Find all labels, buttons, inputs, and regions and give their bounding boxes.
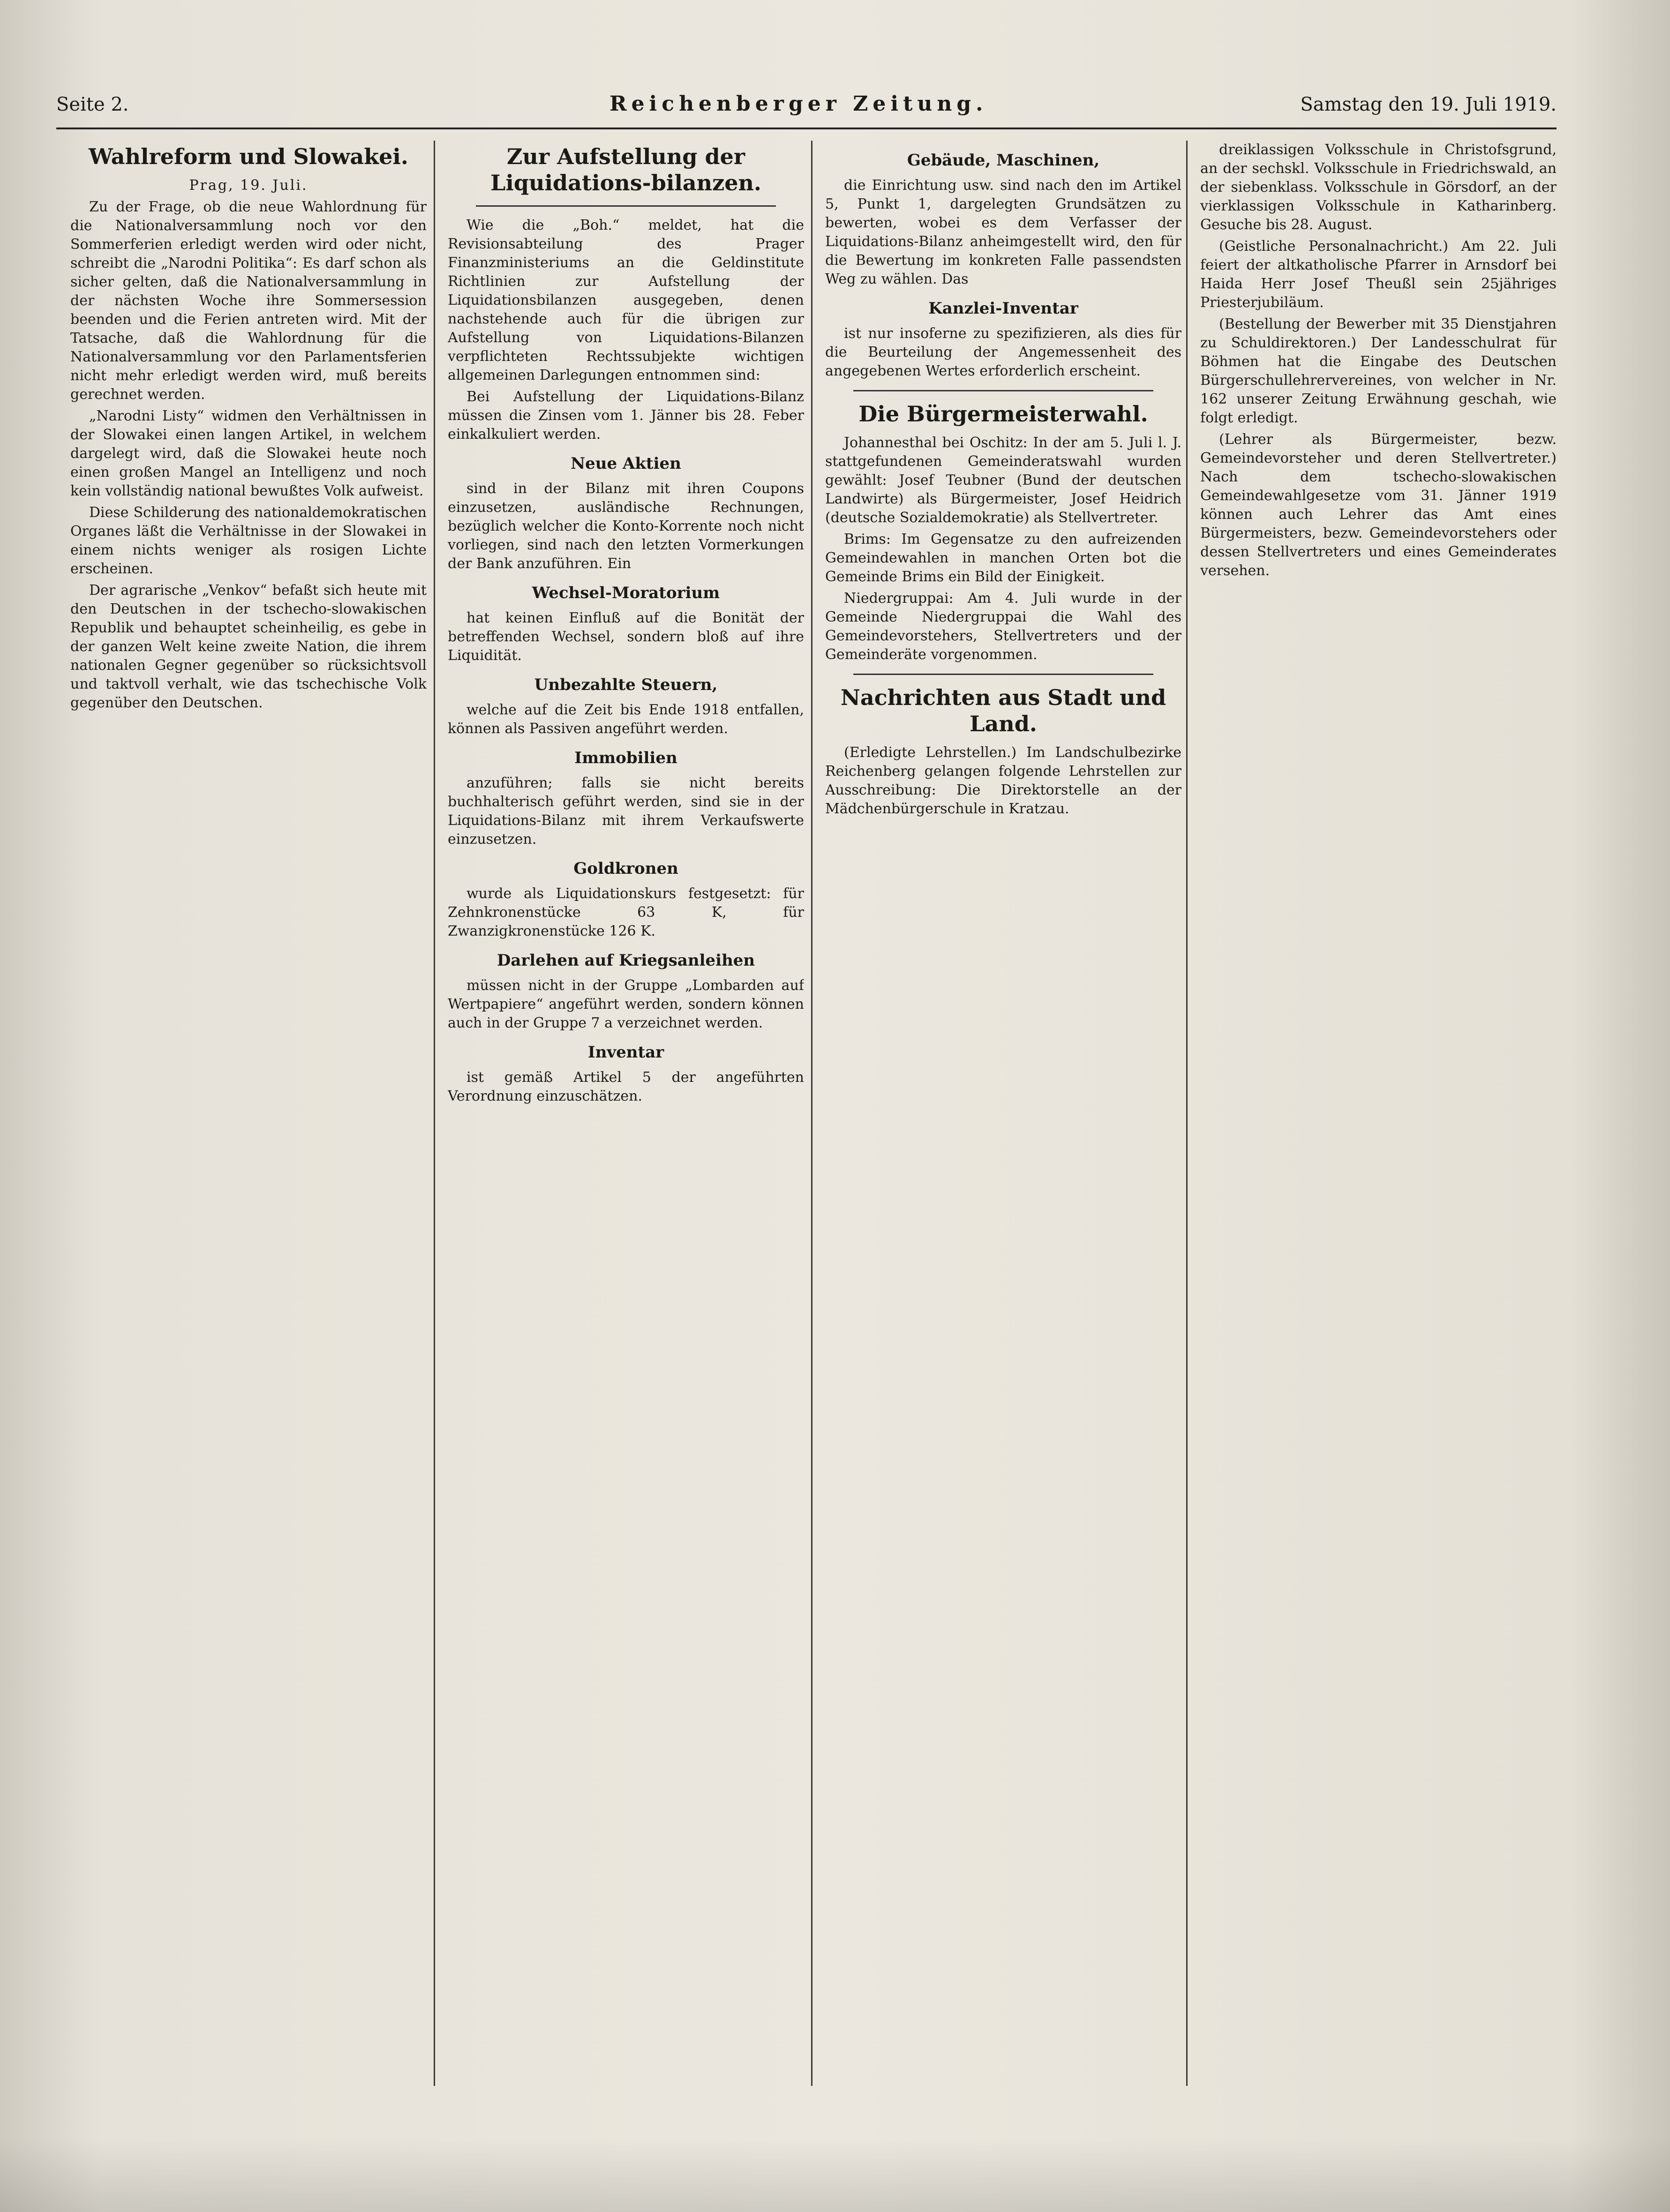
divider [853,390,1153,391]
divider [476,205,776,207]
header-rule [56,127,1557,129]
article-paragraph: (Erledigte Lehrstellen.) Im Landschulbezirke Reichenberg gelangen folgende Lehrstellen zur Ausschreibung: Die Direktorstelle an der Mädchenbürgerschule in Kratzau. [825,744,1181,817]
subheading: Neue Aktien [571,454,681,473]
article-paragraph: hat keinen Einfluß auf die Bonität der betreffenden Wechsel, sondern bloß auf ihre Liquidität. [448,610,804,664]
subheading: Wechsel-Moratorium [532,584,720,602]
article-paragraph: Johannesthal bei Oschitz: In der am 5. Juli l. J. stattgefundenen Gemeinderatswahl wurden gewählt: Josef Teubner (Bund der deutschen Landwirte) als Bürgermeister, Josef Heidrich (deutsche Sozialdemokratie) als Stellvertreter. [825,435,1181,526]
article-paragraph: ist nur insoferne zu spezifizieren, als dies für die Beurteilung der Angemessenheit des angegebenen Wertes erforderlich erscheint. [825,325,1181,379]
article-paragraph: Wie die „Boh.“ meldet, hat die Revisionsabteilung des Prager Finanzministeriums an die Geldinstitute Richtlinien zur Aufstellung der Liquidationsbilanzen ausgegeben, denen nachstehende auch für die übrigen zur Aufstellung von Liquidations-Bilanzen verpflichteten Rechtssubjekte wichtigen allgemeinen Darlegungen entnommen sind: [448,217,804,383]
article-paragraph: müssen nicht in der Gruppe „Lombarden auf Wertpapiere“ angeführt werden, sondern können auch in der Gruppe 7 a verzeichnet werden. [448,977,804,1031]
masthead [56,89,1557,127]
article-headline: Wahlreform und Slowakei. [89,144,408,169]
column-3 [825,141,1181,2062]
subheading: Darlehen auf Kriegsanleihen [496,951,755,970]
article-paragraph: (Lehrer als Bürgermeister, bezw. Gemeindevorsteher und deren Stellvertreter.) Nach dem tschecho-slowakischen Gemeindewahlgesetze vom 31. Jänner 1919 können auch Lehrer das Amt eines Bürgermeisters, bezw. Gemeindevorstehers oder dessen Stellvertreters und eines Gemeinderates versehen. [1200,431,1557,579]
article-paragraph: Brims: Im Gegensatze zu den aufreizenden Gemeindewahlen in manchen Orten bot die Gemeinde Brims ein Bild der Einigkeit. [825,531,1181,585]
subheading: Immobilien [574,749,677,767]
subheading: Gebäude, Maschinen, [907,151,1100,170]
article-paragraph: welche auf die Zeit bis Ende 1918 entfallen, können als Passiven angeführt werden. [448,702,804,737]
column-2 [448,141,804,2062]
article-headline: Nachrichten aus Stadt und Land. [840,685,1166,736]
subheading: Inventar [587,1043,664,1062]
column-4 [1200,141,1557,2062]
article-paragraph: Niedergruppai: Am 4. Juli wurde in der Gemeinde Niedergruppai die Wahl des Gemeindevorstehers, Stellvertreters und der Gemeinderäte vorgenommen. [825,590,1181,663]
article-headline: Die Bürgermeisterwahl. [858,401,1148,427]
column-divider [434,141,435,2086]
article-paragraph: die Einrichtung usw. sind nach den im Artikel 5, Punkt 1, dargelegten Grundsätzen zu bewerten, wobei es dem Verfasser der Liquidations-Bilanz anheimgestellt wird, den für die Bewertung im konkreten Falle passendsten Weg zu wählen. Das [825,177,1181,287]
column-divider [811,141,812,2086]
article-headline: Zur Aufstellung der Liquidations-bilanzen. [490,144,761,195]
issue-date: Samstag den 19. Juli 1919. [1300,94,1557,115]
column-divider [1186,141,1188,2086]
article-paragraph: Der agrarische „Venkov“ befaßt sich heute mit den Deutschen in der tschecho-slowakischen Republik und behauptet scheinheilig, es gebe in der ganzen Welt keine zweite Nation, die ihrem nationalen Gegner gegenüber so rücksichtsvoll und taktvoll verhalt, wie das tschechische Volk gegenüber den Deutschen. [70,582,427,711]
newspaper-title: Reichenberger Zeitung. [609,92,988,116]
article-paragraph: Zu der Frage, ob die neue Wahlordnung für die Nationalversammlung noch vor den Sommerferien erledigt werden wird oder nicht, schreibt die „Narodni Politika“: Es darf schon als sicher gelten, daß die Nationalversammlung in der nächsten Woche ihre Sommersession beenden und die Ferien antreten wird. Mit der Tatsache, daß die Wahlordnung für die Nationalversammlung vor den Parlamentsferien nicht mehr erledigt werden wird, muß bereits gerechnet werden. [70,199,427,403]
page-number: Seite 2. [56,94,129,115]
article-paragraph: ist gemäß Artikel 5 der angeführten Verordnung einzuschätzen. [448,1069,804,1104]
page-edge-shadow [0,2137,1670,2212]
article-paragraph: wurde als Liquidationskurs festgesetzt: für Zehnkronenstücke 63 K, für Zwanzigkronenstücke 126 K. [448,885,804,939]
article-dateline: Prag, 19. Juli. [189,177,308,194]
article-paragraph: Bei Aufstellung der Liquidations-Bilanz müssen die Zinsen vom 1. Jänner bis 28. Feber einkalkuliert werden. [448,389,804,442]
article-paragraph: (Geistliche Personalnachricht.) Am 22. Juli feiert der altkatholische Pfarrer in Arnsdorf bei Haida Herr Josef Theußl sein 25jähriges Priesterjubiläum. [1200,238,1557,311]
subheading: Kanzlei-Inventar [928,299,1078,318]
article-paragraph: (Bestellung der Bewerber mit 35 Dienstjahren zu Schuldirektoren.) Der Landesschulrat für Böhmen hat die Eingabe des Deutschen Bürgerschullehrervereines, von welcher in Nr. 162 unserer Zeitung Erwähnung geschah, wie folgt erledigt. [1200,316,1557,426]
subheading: Unbezahlte Steuern, [534,675,718,694]
column-1 [70,141,427,2062]
subheading: Goldkronen [573,859,678,878]
article-paragraph: Diese Schilderung des nationaldemokratischen Organes läßt die Verhältnisse in der Slowakei in einem nichts weniger als rosigen Lichte erscheinen. [70,504,427,577]
article-paragraph: sind in der Bilanz mit ihren Coupons einzusetzen, ausländische Rechnungen, bezüglich welcher die Konto-Korrente noch nicht vorliegen, sind nach den letzten Vormerkungen der Bank anzuführen. Ein [448,480,804,572]
article-paragraph: anzuführen; falls sie nicht bereits buchhalterisch geführt werden, sind sie in der Liquidations-Bilanz mit ihrem Verkaufswerte einzusetzen. [448,775,804,847]
article-paragraph: „Narodni Listy“ widmen den Verhältnissen in der Slowakei einen langen Artikel, in welchem dargelegt wird, daß die Slowakei heute noch einen großen Mangel an Intelligenz und noch kein vollständig national bewußtes Volk aufweist. [70,408,427,499]
divider [853,674,1153,675]
article-paragraph: dreiklassigen Volksschule in Christofsgrund, an der sechskl. Volksschule in Friedrichswald, an der siebenklass. Volksschule in Görsdorf, an der vierklassigen Volksschule in Katharinberg. Gesuche bis 28. August. [1200,142,1557,233]
